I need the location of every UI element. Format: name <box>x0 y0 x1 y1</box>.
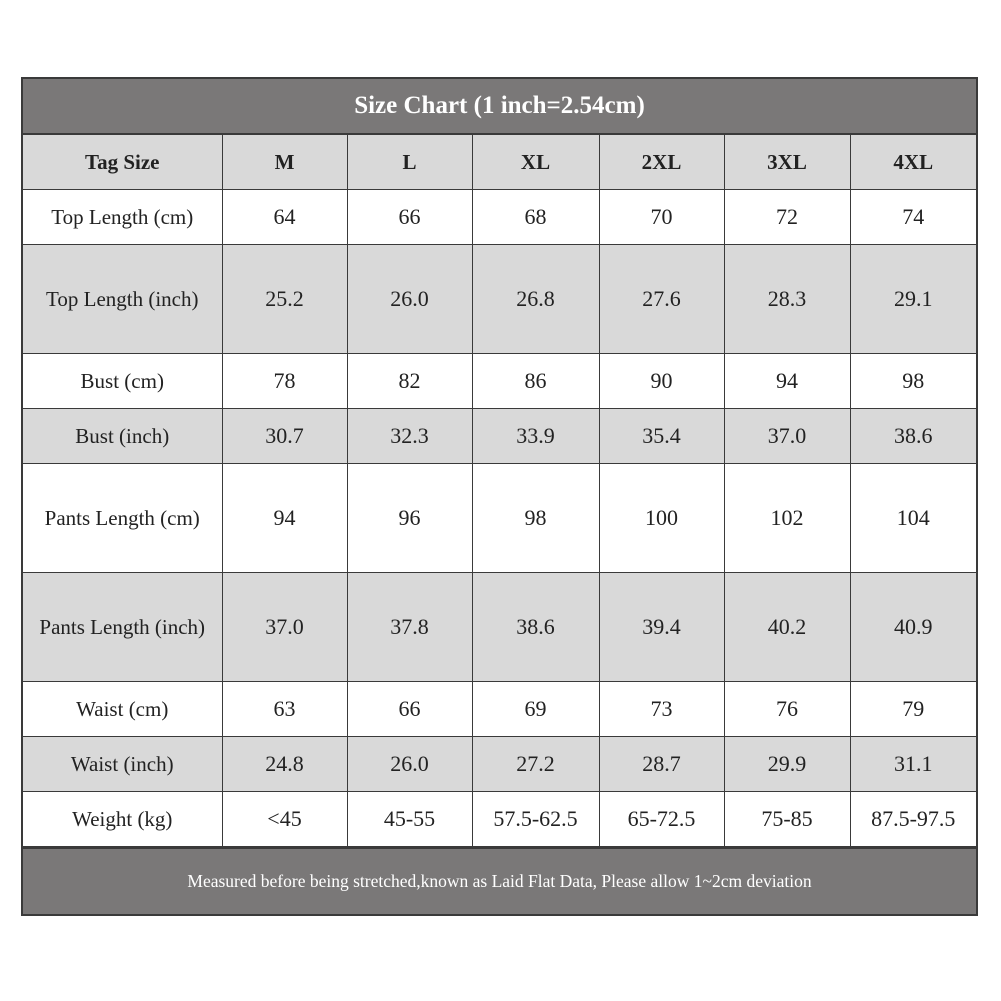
table-cell: 79 <box>850 682 976 737</box>
table-cell: 87.5-97.5 <box>850 792 976 847</box>
table-cell: 66 <box>347 190 472 245</box>
row-label: Top Length (inch) <box>23 245 222 354</box>
table-cell: 33.9 <box>472 409 599 464</box>
table-cell: 29.9 <box>724 737 850 792</box>
chart-title: Size Chart (1 inch=2.54cm) <box>23 79 976 135</box>
table-cell: 38.6 <box>472 573 599 682</box>
table-row <box>23 409 976 464</box>
size-table <box>23 135 976 847</box>
table-cell: 66 <box>347 682 472 737</box>
table-row <box>23 792 976 847</box>
table-cell: 37.0 <box>222 573 347 682</box>
table-cell: 25.2 <box>222 245 347 354</box>
table-cell: 40.2 <box>724 573 850 682</box>
table-row <box>23 573 976 682</box>
table-cell: 76 <box>724 682 850 737</box>
row-label: Top Length (cm) <box>23 190 222 245</box>
table-cell: 31.1 <box>850 737 976 792</box>
table-row <box>23 737 976 792</box>
table-cell: 28.7 <box>599 737 724 792</box>
column-header: 4XL <box>850 135 976 190</box>
table-cell: 26.8 <box>472 245 599 354</box>
table-cell: 24.8 <box>222 737 347 792</box>
row-label: Pants Length (cm) <box>23 464 222 573</box>
table-row <box>23 190 976 245</box>
table-cell: 57.5-62.5 <box>472 792 599 847</box>
column-header: 3XL <box>724 135 850 190</box>
table-cell: 100 <box>599 464 724 573</box>
table-cell: 75-85 <box>724 792 850 847</box>
table-cell: 26.0 <box>347 737 472 792</box>
table-cell: 98 <box>850 354 976 409</box>
table-cell: 78 <box>222 354 347 409</box>
table-cell: <45 <box>222 792 347 847</box>
table-cell: 74 <box>850 190 976 245</box>
table-cell: 28.3 <box>724 245 850 354</box>
footer-note: Measured before being stretched,known as Laid Flat Data, Please allow 1~2cm deviation <box>23 847 976 914</box>
size-chart <box>21 77 978 916</box>
table-cell: 94 <box>724 354 850 409</box>
column-header: 2XL <box>599 135 724 190</box>
table-cell: 82 <box>347 354 472 409</box>
header-row <box>23 135 976 190</box>
table-cell: 68 <box>472 190 599 245</box>
row-label: Weight (kg) <box>23 792 222 847</box>
table-cell: 86 <box>472 354 599 409</box>
table-cell: 37.8 <box>347 573 472 682</box>
column-header: Tag Size <box>23 135 222 190</box>
table-row <box>23 354 976 409</box>
row-label: Bust (inch) <box>23 409 222 464</box>
table-cell: 63 <box>222 682 347 737</box>
row-label: Waist (cm) <box>23 682 222 737</box>
table-cell: 38.6 <box>850 409 976 464</box>
table-cell: 39.4 <box>599 573 724 682</box>
table-row <box>23 245 976 354</box>
table-cell: 90 <box>599 354 724 409</box>
table-cell: 104 <box>850 464 976 573</box>
table-cell: 94 <box>222 464 347 573</box>
table-cell: 64 <box>222 190 347 245</box>
table-cell: 40.9 <box>850 573 976 682</box>
table-cell: 72 <box>724 190 850 245</box>
column-header: M <box>222 135 347 190</box>
table-cell: 27.6 <box>599 245 724 354</box>
table-cell: 102 <box>724 464 850 573</box>
column-header: L <box>347 135 472 190</box>
table-cell: 35.4 <box>599 409 724 464</box>
row-label: Bust (cm) <box>23 354 222 409</box>
table-row <box>23 682 976 737</box>
table-cell: 70 <box>599 190 724 245</box>
table-cell: 32.3 <box>347 409 472 464</box>
table-row <box>23 464 976 573</box>
column-header: XL <box>472 135 599 190</box>
table-cell: 26.0 <box>347 245 472 354</box>
row-label: Waist (inch) <box>23 737 222 792</box>
table-cell: 45-55 <box>347 792 472 847</box>
table-cell: 65-72.5 <box>599 792 724 847</box>
table-cell: 37.0 <box>724 409 850 464</box>
table-cell: 98 <box>472 464 599 573</box>
table-cell: 73 <box>599 682 724 737</box>
table-cell: 69 <box>472 682 599 737</box>
table-cell: 29.1 <box>850 245 976 354</box>
table-cell: 96 <box>347 464 472 573</box>
table-cell: 30.7 <box>222 409 347 464</box>
row-label: Pants Length (inch) <box>23 573 222 682</box>
table-cell: 27.2 <box>472 737 599 792</box>
